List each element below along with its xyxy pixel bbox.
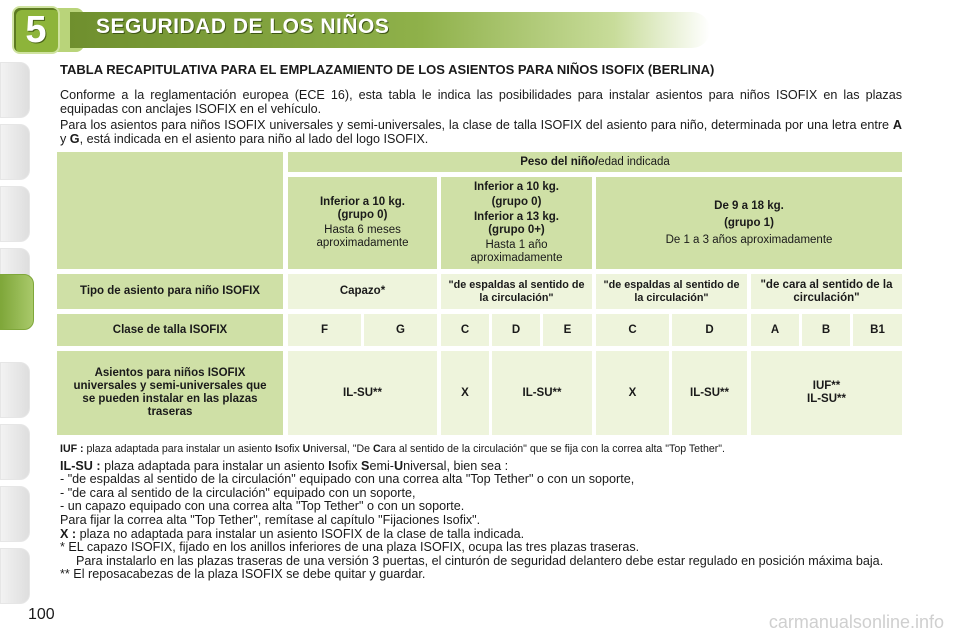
seat-value-cell: IL-SU** [492,351,592,435]
size-class-cell: C [441,314,489,346]
side-tab-9[interactable] [0,548,30,604]
size-class-cell: G [364,314,437,346]
seat-type-capazo: Capazo* [288,274,437,309]
table-corner-cell [57,152,283,269]
note-ilsu: IL-SU : plaza adaptada para instalar un asiento Isofix Semi-Universal, bien sea : [60,458,509,473]
note-star-1: * EL capazo ISOFIX, fijado en los anillos inferiores de una plaza ISOFIX, ocupa las tres plazas traseras. [60,540,640,555]
page-title: SEGURIDAD DE LOS NIÑOS [96,15,390,38]
notes [60,443,910,582]
group-1-cell: De 9 a 18 kg. (grupo 1) De 1 a 3 años aproximadamente [596,177,902,269]
seat-value-cell: IL-SU** [288,351,437,435]
group-0plus-cell: Inferior a 10 kg. (grupo 0) Inferior a 13 kg. (grupo 0+) Hasta 1 año aproximadamente [441,177,592,269]
side-tab-7[interactable] [0,424,30,480]
side-tab-3[interactable] [0,186,30,242]
side-tab-5-active[interactable] [0,274,34,330]
seat-type-rear-facing-1: "de espaldas al sentido de la circulación" [441,274,592,309]
note-star-1-cont: Para instalarlo en las plazas traseras de una versión 3 puertas, el cinturón de seguridad delantero debe estar regulado en posición máxima baja. [76,553,884,568]
note-bullet-1: - "de espaldas al sentido de la circulación" equipado con una correa alta "Top Tether" o con un soporte, [60,472,635,487]
note-iuf: IUF : plaza adaptada para instalar un asiento Isofix Universal, "De Cara al sentido de la circulación" que se fija con la correa alta "Top Tether". [60,443,726,455]
seat-type-rear-facing-2: "de espaldas al sentido de la circulación" [596,274,747,309]
chapter-number-badge: 5 [14,8,58,52]
size-class-cell: D [492,314,540,346]
seat-type-label: Tipo de asiento para niño ISOFIX [57,274,283,309]
page-number: 100 [28,606,55,623]
note-bullet-2: - "de cara al sentido de la circulación" equipado con un soporte, [60,485,416,500]
chapter-side-tabs [0,62,34,602]
side-tab-1[interactable] [0,62,30,118]
size-class-cell: F [288,314,361,346]
intro-paragraph-2: Para los asientos para niños ISOFIX universales y semi-universales, la clase de talla ISOFIX del asiento para niño, determinada por una letra entre A y G, está indicada en el asiento para niño al lado del logo ISOFIX. [60,118,902,146]
note-bullet-3: - un capazo equipado con una correa alta "Top Tether" o con un soporte. [60,499,465,514]
watermark: carmanualsonline.info [768,612,944,632]
side-tab-8[interactable] [0,486,30,542]
group-0-cell: Inferior a 10 kg. (grupo 0) Hasta 6 meses aproximadamente [288,177,437,269]
size-class-cell: E [543,314,592,346]
size-class-cell: B1 [853,314,902,346]
weight-header: Peso del niño/edad indicada [288,152,902,172]
note-x: X : plaza no adaptada para instalar un asiento ISOFIX de la clase de talla indicada. [60,526,525,541]
seat-value-cell: IL-SU** [672,351,747,435]
note-star-2: ** El reposacabezas de la plaza ISOFIX se debe quitar y guardar. [60,567,426,582]
seat-value-cell-forward: IUF** IL-SU** [751,351,902,435]
side-tab-6[interactable] [0,362,30,418]
size-class-cell: A [751,314,799,346]
seat-value-cell: X [441,351,489,435]
rear-seats-label: Asientos para niños ISOFIX universales y semi-universales que se pueden instalar en las plazas traseras [57,351,283,435]
section-heading: TABLA RECAPITULATIVA PARA EL EMPLAZAMIENTO DE LOS ASIENTOS PARA NIÑOS ISOFIX (BERLINA) [60,62,715,77]
size-class-label: Clase de talla ISOFIX [57,314,283,346]
size-class-cell: C [596,314,669,346]
seat-type-forward-facing: "de cara al sentido de la circulación" [751,274,902,309]
side-tab-2[interactable] [0,124,30,180]
seat-value-cell: X [596,351,669,435]
size-class-cell: D [672,314,747,346]
intro-paragraph-1: Conforme a la reglamentación europea (ECE 16), esta tabla le indica las posibilidades para instalar asientos para niños ISOFIX en las plazas equipadas con anclajes ISOFIX en el vehículo. [60,88,902,116]
note-tether: Para fijar la correa alta "Top Tether", remítase al capítulo "Fijaciones Isofix". [60,512,481,527]
size-class-cell: B [802,314,850,346]
